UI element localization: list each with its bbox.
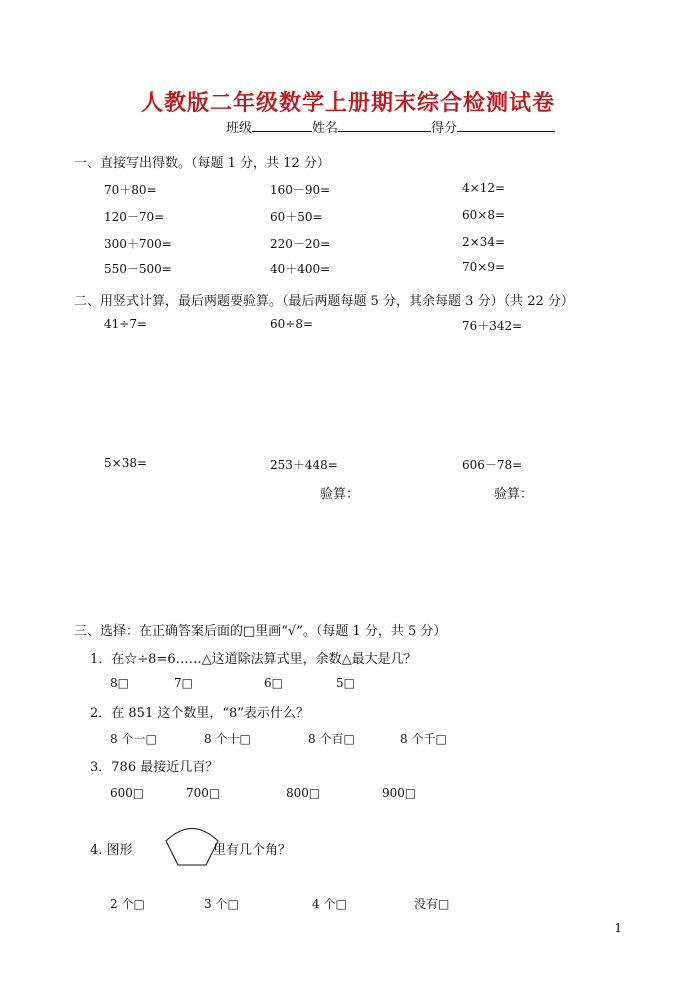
- oral-calc-item: 60×8=: [462, 208, 506, 222]
- vertical-calc-item: 5×38=: [104, 456, 148, 470]
- choice-option[interactable]: 700□: [186, 786, 221, 800]
- choice-option[interactable]: 8 个百□: [308, 732, 355, 746]
- question-2: 2．在 851 这个数里，“8”表示什么？: [90, 706, 309, 721]
- choice-option[interactable]: 3 个□: [204, 897, 239, 911]
- vertical-calc-item: 253＋448=: [270, 458, 338, 472]
- choice-option[interactable]: 600□: [110, 786, 145, 800]
- choice-option[interactable]: 6□: [264, 676, 283, 690]
- oral-calc-item: 70×9=: [462, 260, 506, 274]
- page-number: 1: [614, 921, 622, 935]
- vertical-calc-item: 76＋342=: [462, 319, 523, 333]
- check-label: 验算：: [494, 487, 534, 502]
- page-title: 人教版二年级数学上册期末综合检测试卷: [140, 91, 555, 116]
- choice-option[interactable]: 没有□: [414, 897, 450, 911]
- oral-calc-item: 60＋50=: [270, 210, 323, 224]
- oral-calc-item: 220－20=: [270, 237, 331, 251]
- name-blank[interactable]: [338, 119, 431, 132]
- score-label: 得分: [431, 121, 458, 136]
- oral-calc-item: 4×12=: [462, 181, 506, 195]
- oral-calc-item: 120－70=: [104, 210, 165, 224]
- choice-option[interactable]: 7□: [174, 676, 193, 690]
- choice-option[interactable]: 8 个千□: [400, 732, 447, 746]
- oral-calc-item: 2×34=: [462, 235, 506, 249]
- question-3: 3．786 最接近几百？: [90, 760, 219, 775]
- choice-option[interactable]: 8 个十□: [204, 732, 251, 746]
- choice-option[interactable]: 900□: [382, 786, 417, 800]
- oral-calc-item: 160－90=: [270, 183, 331, 197]
- choice-option[interactable]: 5□: [336, 676, 355, 690]
- question-1: 1．在☆÷8=6……△这道除法算式里，余数△最大是几？: [90, 652, 417, 667]
- oral-calc-item: 550－500=: [104, 262, 172, 276]
- check-label: 验算：: [320, 487, 360, 502]
- section1-heading: 一、直接写出得数。（每题 1 分，共 12 分）: [74, 156, 330, 171]
- choice-option[interactable]: 8□: [110, 676, 129, 690]
- question-4-suffix: 里有几个角？: [213, 843, 292, 858]
- oral-calc-item: 40＋400=: [270, 262, 331, 276]
- oral-calc-item: 300＋700=: [104, 237, 172, 251]
- student-info-line: [226, 117, 555, 136]
- class-label: 班级: [226, 121, 253, 136]
- name-label: 姓名: [312, 121, 339, 136]
- class-blank[interactable]: [252, 119, 312, 132]
- vertical-calc-item: 41÷7=: [104, 317, 148, 331]
- section2-heading: 二、用竖式计算，最后两题要验算。（最后两题每题 5 分，其余每题 3 分）（共 22 分）: [74, 294, 574, 309]
- choice-option[interactable]: 8 个一□: [110, 732, 157, 746]
- vertical-calc-item: 60÷8=: [270, 317, 314, 331]
- oral-calc-item: 70＋80=: [104, 183, 157, 197]
- choice-option[interactable]: 800□: [286, 786, 321, 800]
- question-4-prefix: 4. 图形: [90, 843, 133, 858]
- choice-option[interactable]: 2 个□: [110, 897, 145, 911]
- score-blank[interactable]: [457, 119, 555, 132]
- section3-heading: 三、选择：在正确答案后面的□里画“√”。（每题 1 分，共 5 分）: [74, 624, 447, 639]
- choice-option[interactable]: 4 个□: [312, 897, 347, 911]
- vertical-calc-item: 606－78=: [462, 458, 523, 472]
